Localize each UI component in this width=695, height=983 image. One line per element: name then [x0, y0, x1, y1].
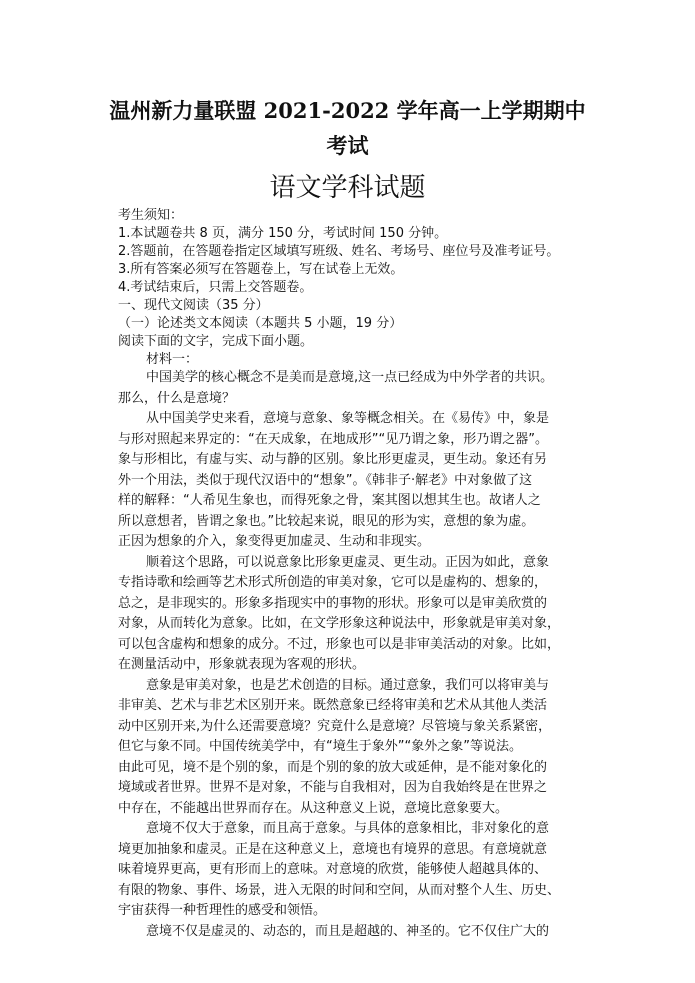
passage-line: 境域或者世界。世界不是对象，不能与自我相对，因为自我始终是在世界之: [118, 780, 548, 795]
passage-line: 外一个用法，类似于现代汉语中的“想象”。《韩非子·解老》中对象做了这: [118, 472, 533, 488]
passage-line: 总之，是非现实的。形象多指现实中的事物的形状。形象可以是审美欣赏的: [118, 595, 548, 611]
exam-title-line2: 考试: [326, 133, 369, 158]
passage-line: 境更加抽象和虚灵。正是在这种意义上，意境也有境界的意思。有意境就意: [118, 841, 548, 857]
notice-item: 4.考试结束后，只需上交答题卷。: [118, 280, 313, 295]
passage-line: 正因为想象的介入，象变得更加虚灵、生动和非现实。: [118, 534, 431, 549]
passage-line: 非审美、艺术与非艺术区别开来。既然意象已经将审美和艺术从其他人类活: [118, 698, 548, 713]
passage-line: 由此可见，境不是个别的象，而是个别的象的放大或延伸，是不能对象化的: [118, 759, 548, 775]
notice-item: 2.答题前，在答题卷指定区域填写班级、姓名、考场号、座位号及准考证号。: [118, 244, 560, 259]
notice-heading: 考生须知：: [118, 208, 184, 223]
passage-line: 在测量活动中，形象就表现为客观的形状。: [118, 657, 366, 672]
passage-line: 样的解释：“人希见生象也，而得死象之骨，案其图以想其生也。故诸人之: [118, 493, 541, 508]
reading-instruction: 阅读下面的文字，完成下面小题。: [118, 334, 314, 349]
passage-line: 意境不仅大于意象，而且高于意象。与具体的意象相比，非对象化的意: [146, 821, 550, 836]
passage-line: 对象，从而转化为意象。比如，在文学形象这种说法中，形象就是审美对象，: [118, 616, 561, 631]
passage-line: 与形对照起来界定的：“在天成象，在地成形”“见乃谓之象，形乃谓之器”。: [118, 431, 548, 447]
passage-line: 但它与象不同。中国传统美学中，有“境生于象外”“象外之象”等说法。: [118, 739, 522, 754]
material-label: 材料一：: [146, 352, 199, 367]
subject-title: 语文学科试题: [269, 173, 426, 203]
passage-line: 象与形相比，有虚与实、动与静的区别。象比形更虚灵，更生动。象还有另: [118, 452, 548, 467]
passage-line: 宇宙获得一种哲理性的感受和领悟。: [118, 903, 327, 918]
notice-item: 3.所有答案必须写在答题卷上，写在试卷上无效。: [118, 262, 404, 277]
passage-line: 中国美学的核心概念不是美而是意境,这一点已经成为中外学者的共识。: [146, 370, 554, 385]
passage-line: 中存在，不能越出世界而存在。从这种意义上说，意境比意象要大。: [118, 800, 509, 816]
passage-line: 顺着这个思路，可以说意象比形象更虚灵、更生动。正因为如此，意象: [146, 554, 550, 570]
section-heading: 一、现代文阅读（35 分）: [118, 298, 269, 313]
passage-line: 那么，什么是意境？: [118, 390, 236, 406]
passage-line: 可以包含虚构和想象的成分。不过，形象也可以是非审美活动的对象。比如，: [118, 636, 561, 652]
exam-title-line1: 温州新力量联盟 2021-2022 学年高一上学期期中: [109, 98, 586, 123]
notice-item: 1.本试题卷共 8 页，满分 150 分，考试时间 150 分钟。: [118, 226, 448, 241]
passage-line: 专指诗歌和绘画等艺术形式所创造的审美对象，它可以是虚构的、想象的，: [118, 575, 548, 590]
passage-line: 从中国美学史来看，意境与意象、象等概念相关。在《易传》中，象是: [146, 411, 550, 426]
subsection-heading: （一）论述类文本阅读（本题共 5 小题，19 分）: [118, 316, 403, 331]
passage-line: 意象是审美对象，也是艺术创造的目标。通过意象，我们可以将审美与: [146, 677, 550, 693]
passage-line: 味着境界更高，更有形而上的意味。对意境的欣赏，能够使人超越具体的、: [118, 862, 548, 877]
passage-line: 有限的物象、事件、场景，进入无限的时间和空间，从而对整个人生、历史、: [118, 882, 561, 898]
passage-line: 所以意想者，皆谓之象也。”比较起来说，眼见的形为实，意想的象为虚。: [118, 513, 535, 529]
passage-line: 意境不仅是虚灵的、动态的，而且是超越的、神圣的。它不仅住广大的: [146, 923, 550, 939]
passage-line: 动中区别开来,为什么还需要意境？究竟什么是意境？尽管境与象关系紧密，: [118, 718, 552, 734]
